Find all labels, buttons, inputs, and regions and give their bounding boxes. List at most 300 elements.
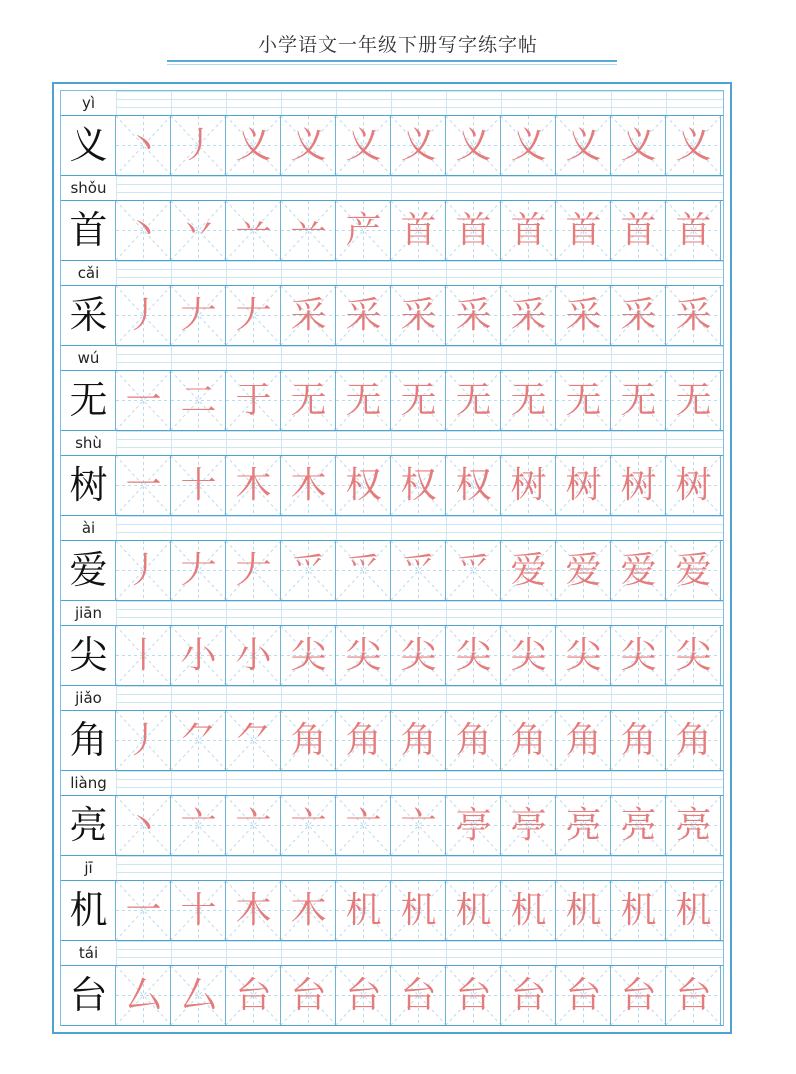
- stroke-order-cell: [391, 371, 446, 430]
- model-character-cell: [61, 881, 116, 940]
- stroke-step-character: 𠂇: [235, 295, 272, 336]
- pinyin-column-divider: [226, 261, 227, 285]
- stroke-step-character: 权: [345, 465, 382, 506]
- stroke-step-character: 丿: [180, 125, 217, 166]
- title-underline: [167, 60, 617, 62]
- pinyin-column-divider: [501, 431, 502, 455]
- stroke-order-cell: [171, 966, 226, 1025]
- stroke-order-cell: [666, 371, 721, 430]
- stroke-step-character: 丿: [125, 295, 162, 336]
- stroke-order-cell: [226, 371, 281, 430]
- stroke-step-character: 角: [565, 720, 602, 761]
- writing-cells: [61, 540, 723, 601]
- stroke-order-cell: [501, 371, 556, 430]
- pinyin-band: [61, 601, 723, 625]
- stroke-step-character: 厶: [125, 975, 162, 1016]
- writing-cells: [61, 115, 723, 176]
- stroke-step-character: 机: [675, 890, 712, 931]
- pinyin-column-divider: [666, 91, 667, 115]
- stroke-order-cell: [611, 796, 666, 855]
- stroke-order-cell: [556, 541, 611, 600]
- pinyin-column-divider: [116, 176, 117, 200]
- stroke-order-cell: [391, 541, 446, 600]
- practice-grid: [60, 90, 724, 1026]
- pinyin-column-divider: [611, 346, 612, 370]
- character-row: [61, 856, 723, 941]
- pinyin-column-divider: [171, 516, 172, 540]
- stroke-step-character: 台: [235, 975, 272, 1016]
- stroke-order-cell: [226, 966, 281, 1025]
- pinyin-column-divider: [501, 516, 502, 540]
- stroke-order-cell: [281, 456, 336, 515]
- stroke-step-character: 首: [455, 210, 492, 251]
- stroke-order-cell: [666, 796, 721, 855]
- stroke-order-cell: [116, 796, 171, 855]
- pinyin-column-divider: [501, 941, 502, 965]
- pinyin-column-divider: [116, 346, 117, 370]
- stroke-order-cell: [116, 371, 171, 430]
- stroke-order-cell: [116, 541, 171, 600]
- stroke-step-character: 尖: [400, 635, 437, 676]
- stroke-step-character: 尖: [510, 635, 547, 676]
- pinyin-column-divider: [116, 686, 117, 710]
- stroke-order-cell: [611, 286, 666, 345]
- page-title: 小学语文一年级下册写字练字帖: [257, 34, 538, 56]
- pinyin-column-divider: [501, 686, 502, 710]
- stroke-order-cell: [666, 201, 721, 260]
- pinyin-column-divider: [226, 91, 227, 115]
- stroke-order-cell: [556, 881, 611, 940]
- pinyin-column-divider: [556, 346, 557, 370]
- stroke-step-character: 角: [620, 720, 657, 761]
- pinyin-column-divider: [446, 516, 447, 540]
- model-character: 树: [69, 463, 108, 507]
- stroke-order-cell: [666, 626, 721, 685]
- pinyin-band: [61, 771, 723, 795]
- stroke-order-cell: [391, 286, 446, 345]
- pinyin-column-divider: [336, 601, 337, 625]
- pinyin-band: [61, 856, 723, 880]
- model-character-cell: [61, 541, 116, 600]
- stroke-step-character: 丶: [125, 210, 162, 251]
- stroke-step-character: 爱: [565, 550, 602, 591]
- stroke-step-character: 无: [620, 380, 657, 421]
- stroke-step-character: 䒑: [290, 210, 327, 251]
- stroke-order-cell: [281, 541, 336, 600]
- pinyin-label: shǒu: [70, 179, 107, 197]
- pinyin-column-divider: [666, 856, 667, 880]
- stroke-order-cell: [391, 626, 446, 685]
- writing-cells: [61, 795, 723, 856]
- stroke-order-cell: [501, 711, 556, 770]
- stroke-order-cell: [666, 711, 721, 770]
- pinyin-label: ài: [81, 519, 96, 537]
- stroke-step-character: 机: [455, 890, 492, 931]
- stroke-order-cell: [666, 286, 721, 345]
- model-character: 机: [69, 888, 108, 932]
- pinyin-column-divider: [281, 516, 282, 540]
- model-character-cell: [61, 626, 116, 685]
- stroke-order-cell: [226, 711, 281, 770]
- pinyin-column-divider: [611, 91, 612, 115]
- model-character: 角: [69, 718, 108, 762]
- pinyin-column-divider: [556, 771, 557, 795]
- stroke-step-character: 义: [565, 125, 602, 166]
- stroke-order-cell: [611, 541, 666, 600]
- stroke-order-cell: [336, 286, 391, 345]
- stroke-step-character: 机: [620, 890, 657, 931]
- stroke-order-cell: [391, 881, 446, 940]
- character-row: [61, 261, 723, 346]
- stroke-order-cell: [501, 966, 556, 1025]
- pinyin-column-divider: [171, 686, 172, 710]
- stroke-step-character: 亠: [290, 805, 327, 846]
- pinyin-column-divider: [556, 941, 557, 965]
- stroke-order-cell: [281, 796, 336, 855]
- stroke-order-cell: [501, 116, 556, 175]
- pinyin-column-divider: [501, 261, 502, 285]
- writing-cells: [61, 710, 723, 771]
- pinyin-column-divider: [556, 686, 557, 710]
- stroke-step-character: 无: [510, 380, 547, 421]
- pinyin-column-divider: [226, 686, 227, 710]
- pinyin-guide-lines: [116, 601, 723, 625]
- pinyin-band: [61, 91, 723, 115]
- stroke-step-character: 亮: [620, 805, 657, 846]
- pinyin-column-divider: [391, 346, 392, 370]
- pinyin-column-divider: [116, 771, 117, 795]
- stroke-step-character: 一: [125, 890, 162, 931]
- stroke-step-character: ⺈: [235, 720, 272, 761]
- stroke-order-cell: [611, 881, 666, 940]
- stroke-order-cell: [556, 116, 611, 175]
- stroke-order-cell: [226, 881, 281, 940]
- pinyin-column-divider: [226, 856, 227, 880]
- stroke-step-character: 木: [290, 890, 327, 931]
- stroke-order-cell: [281, 626, 336, 685]
- stroke-step-character: 十: [180, 890, 217, 931]
- stroke-order-cell: [116, 456, 171, 515]
- stroke-step-character: 一: [125, 465, 162, 506]
- pinyin-column-divider: [336, 431, 337, 455]
- stroke-step-character: 台: [345, 975, 382, 1016]
- character-row: [61, 91, 723, 176]
- stroke-order-cell: [336, 881, 391, 940]
- character-row: [61, 431, 723, 516]
- stroke-order-cell: [171, 711, 226, 770]
- stroke-order-cell: [226, 541, 281, 600]
- pinyin-band: [61, 346, 723, 370]
- character-row: [61, 516, 723, 601]
- stroke-order-cell: [501, 881, 556, 940]
- pinyin-column-divider: [501, 176, 502, 200]
- stroke-order-cell: [391, 796, 446, 855]
- stroke-step-character: 树: [565, 465, 602, 506]
- pinyin-guide-lines: [116, 686, 723, 710]
- pinyin-column-divider: [666, 176, 667, 200]
- pinyin-column-divider: [171, 261, 172, 285]
- stroke-order-cell: [116, 711, 171, 770]
- stroke-step-character: 台: [620, 975, 657, 1016]
- stroke-order-cell: [116, 116, 171, 175]
- model-character: 无: [69, 378, 108, 422]
- stroke-step-character: 丷: [180, 210, 217, 251]
- stroke-order-cell: [666, 541, 721, 600]
- model-character: 尖: [69, 633, 108, 677]
- stroke-step-character: 机: [345, 890, 382, 931]
- writing-cells: [61, 370, 723, 431]
- pinyin-column-divider: [391, 941, 392, 965]
- stroke-step-character: 爫: [455, 550, 492, 591]
- pinyin-column-divider: [226, 176, 227, 200]
- stroke-order-cell: [446, 881, 501, 940]
- stroke-step-character: 义: [675, 125, 712, 166]
- stroke-order-cell: [281, 966, 336, 1025]
- pinyin-column-divider: [171, 431, 172, 455]
- pinyin-column-divider: [666, 686, 667, 710]
- title-underline-thin: [167, 64, 617, 65]
- stroke-order-cell: [666, 456, 721, 515]
- stroke-step-character: 无: [290, 380, 327, 421]
- stroke-order-cell: [446, 116, 501, 175]
- stroke-step-character: 首: [400, 210, 437, 251]
- pinyin-column-divider: [611, 176, 612, 200]
- model-character: 亮: [69, 803, 108, 847]
- stroke-step-character: 木: [290, 465, 327, 506]
- stroke-step-character: 尖: [290, 635, 327, 676]
- stroke-step-character: 爫: [400, 550, 437, 591]
- stroke-step-character: 权: [400, 465, 437, 506]
- stroke-step-character: 义: [400, 125, 437, 166]
- stroke-step-character: 角: [675, 720, 712, 761]
- pinyin-column-divider: [116, 516, 117, 540]
- pinyin-column-divider: [446, 601, 447, 625]
- stroke-step-character: 二: [180, 380, 217, 421]
- stroke-step-character: 树: [510, 465, 547, 506]
- stroke-step-character: 爱: [510, 550, 547, 591]
- stroke-step-character: 爫: [290, 550, 327, 591]
- stroke-step-character: 首: [565, 210, 602, 251]
- stroke-order-cell: [501, 286, 556, 345]
- stroke-step-character: 采: [675, 295, 712, 336]
- character-row: [61, 176, 723, 261]
- stroke-step-character: 木: [235, 890, 272, 931]
- model-character-cell: [61, 286, 116, 345]
- stroke-order-cell: [666, 881, 721, 940]
- stroke-order-cell: [446, 796, 501, 855]
- pinyin-column-divider: [171, 771, 172, 795]
- copybook-sheet: [52, 82, 732, 1034]
- stroke-order-cell: [391, 966, 446, 1025]
- stroke-step-character: 机: [400, 890, 437, 931]
- stroke-step-character: 采: [565, 295, 602, 336]
- stroke-step-character: 十: [180, 465, 217, 506]
- character-row: [61, 941, 723, 1026]
- stroke-step-character: 丶: [125, 125, 162, 166]
- pinyin-label: jiǎo: [75, 689, 102, 707]
- stroke-order-cell: [556, 966, 611, 1025]
- stroke-step-character: 爫: [345, 550, 382, 591]
- stroke-step-character: 采: [510, 295, 547, 336]
- pinyin-column-divider: [281, 346, 282, 370]
- pinyin-column-divider: [171, 346, 172, 370]
- stroke-order-cell: [446, 966, 501, 1025]
- stroke-step-character: 义: [290, 125, 327, 166]
- stroke-order-cell: [281, 711, 336, 770]
- pinyin-column-divider: [171, 176, 172, 200]
- stroke-order-cell: [391, 711, 446, 770]
- stroke-order-cell: [611, 201, 666, 260]
- pinyin-column-divider: [556, 91, 557, 115]
- stroke-step-character: 丶: [125, 805, 162, 846]
- pinyin-column-divider: [556, 261, 557, 285]
- pinyin-label: wú: [77, 349, 100, 367]
- writing-cells: [61, 285, 723, 346]
- stroke-step-character: 爱: [675, 550, 712, 591]
- stroke-step-character: 小: [180, 635, 217, 676]
- pinyin-band: [61, 261, 723, 285]
- stroke-step-character: 丿: [125, 720, 162, 761]
- pinyin-column-divider: [226, 516, 227, 540]
- stroke-step-character: 爱: [620, 550, 657, 591]
- writing-cells: [61, 880, 723, 941]
- stroke-step-character: 𠂇: [180, 295, 217, 336]
- stroke-order-cell: [556, 626, 611, 685]
- pinyin-band: [61, 941, 723, 965]
- stroke-step-character: 亮: [565, 805, 602, 846]
- stroke-step-character: 角: [345, 720, 382, 761]
- stroke-step-character: 树: [620, 465, 657, 506]
- stroke-order-cell: [666, 966, 721, 1025]
- pinyin-column-divider: [391, 771, 392, 795]
- pinyin-band: [61, 516, 723, 540]
- stroke-step-character: 亠: [345, 805, 382, 846]
- pinyin-column-divider: [666, 771, 667, 795]
- stroke-order-cell: [116, 286, 171, 345]
- pinyin-column-divider: [611, 516, 612, 540]
- stroke-step-character: 尖: [620, 635, 657, 676]
- stroke-step-character: 台: [510, 975, 547, 1016]
- stroke-order-cell: [171, 201, 226, 260]
- pinyin-band: [61, 686, 723, 710]
- pinyin-column-divider: [116, 431, 117, 455]
- stroke-order-cell: [116, 201, 171, 260]
- pinyin-column-divider: [281, 686, 282, 710]
- pinyin-label: yì: [81, 94, 96, 112]
- pinyin-column-divider: [391, 516, 392, 540]
- pinyin-column-divider: [446, 346, 447, 370]
- stroke-order-cell: [226, 796, 281, 855]
- stroke-step-character: 尖: [675, 635, 712, 676]
- stroke-step-character: 采: [345, 295, 382, 336]
- stroke-step-character: 机: [510, 890, 547, 931]
- pinyin-label: jiān: [74, 604, 103, 622]
- stroke-step-character: 丿: [125, 550, 162, 591]
- pinyin-guide-lines: [116, 431, 723, 455]
- pinyin-guide-lines: [116, 91, 723, 115]
- stroke-order-cell: [446, 711, 501, 770]
- pinyin-column-divider: [281, 431, 282, 455]
- stroke-step-character: 无: [345, 380, 382, 421]
- pinyin-label: shù: [75, 434, 102, 452]
- stroke-step-character: 义: [235, 125, 272, 166]
- writing-cells: [61, 200, 723, 261]
- stroke-order-cell: [226, 201, 281, 260]
- stroke-order-cell: [171, 626, 226, 685]
- pinyin-column-divider: [281, 261, 282, 285]
- stroke-order-cell: [336, 541, 391, 600]
- stroke-step-character: 权: [455, 465, 492, 506]
- stroke-order-cell: [556, 286, 611, 345]
- stroke-order-cell: [336, 796, 391, 855]
- stroke-step-character: 亠: [235, 805, 272, 846]
- stroke-step-character: 亠: [180, 805, 217, 846]
- stroke-step-character: 角: [510, 720, 547, 761]
- stroke-order-cell: [336, 371, 391, 430]
- pinyin-column-divider: [116, 856, 117, 880]
- pinyin-column-divider: [336, 346, 337, 370]
- pinyin-column-divider: [336, 941, 337, 965]
- stroke-step-character: 首: [620, 210, 657, 251]
- pinyin-column-divider: [556, 856, 557, 880]
- pinyin-column-divider: [446, 91, 447, 115]
- stroke-order-cell: [281, 286, 336, 345]
- stroke-order-cell: [171, 456, 226, 515]
- stroke-step-character: 机: [565, 890, 602, 931]
- stroke-order-cell: [336, 116, 391, 175]
- stroke-order-cell: [446, 541, 501, 600]
- stroke-order-cell: [116, 966, 171, 1025]
- pinyin-column-divider: [171, 91, 172, 115]
- pinyin-column-divider: [171, 601, 172, 625]
- stroke-step-character: 无: [675, 380, 712, 421]
- pinyin-guide-lines: [116, 176, 723, 200]
- stroke-step-character: 亠: [400, 805, 437, 846]
- stroke-order-cell: [226, 116, 281, 175]
- pinyin-label: liàng: [70, 774, 107, 792]
- stroke-order-cell: [336, 966, 391, 1025]
- model-character-cell: [61, 796, 116, 855]
- stroke-order-cell: [116, 626, 171, 685]
- stroke-step-character: 无: [400, 380, 437, 421]
- stroke-step-character: 一: [125, 380, 162, 421]
- stroke-order-cell: [501, 626, 556, 685]
- stroke-order-cell: [446, 286, 501, 345]
- stroke-order-cell: [501, 541, 556, 600]
- stroke-step-character: 尖: [565, 635, 602, 676]
- pinyin-column-divider: [281, 91, 282, 115]
- pinyin-column-divider: [171, 856, 172, 880]
- pinyin-column-divider: [226, 941, 227, 965]
- stroke-order-cell: [116, 881, 171, 940]
- stroke-step-character: 义: [510, 125, 547, 166]
- pinyin-label: cǎi: [77, 264, 100, 282]
- pinyin-column-divider: [501, 346, 502, 370]
- stroke-order-cell: [666, 116, 721, 175]
- stroke-step-character: 台: [290, 975, 327, 1016]
- stroke-order-cell: [171, 796, 226, 855]
- pinyin-column-divider: [611, 941, 612, 965]
- pinyin-column-divider: [666, 261, 667, 285]
- pinyin-label: tái: [78, 944, 99, 962]
- stroke-step-character: 无: [455, 380, 492, 421]
- stroke-step-character: 尖: [345, 635, 382, 676]
- model-character: 台: [69, 973, 108, 1017]
- model-character: 义: [69, 123, 108, 167]
- stroke-order-cell: [171, 371, 226, 430]
- pinyin-column-divider: [611, 686, 612, 710]
- model-character-cell: [61, 201, 116, 260]
